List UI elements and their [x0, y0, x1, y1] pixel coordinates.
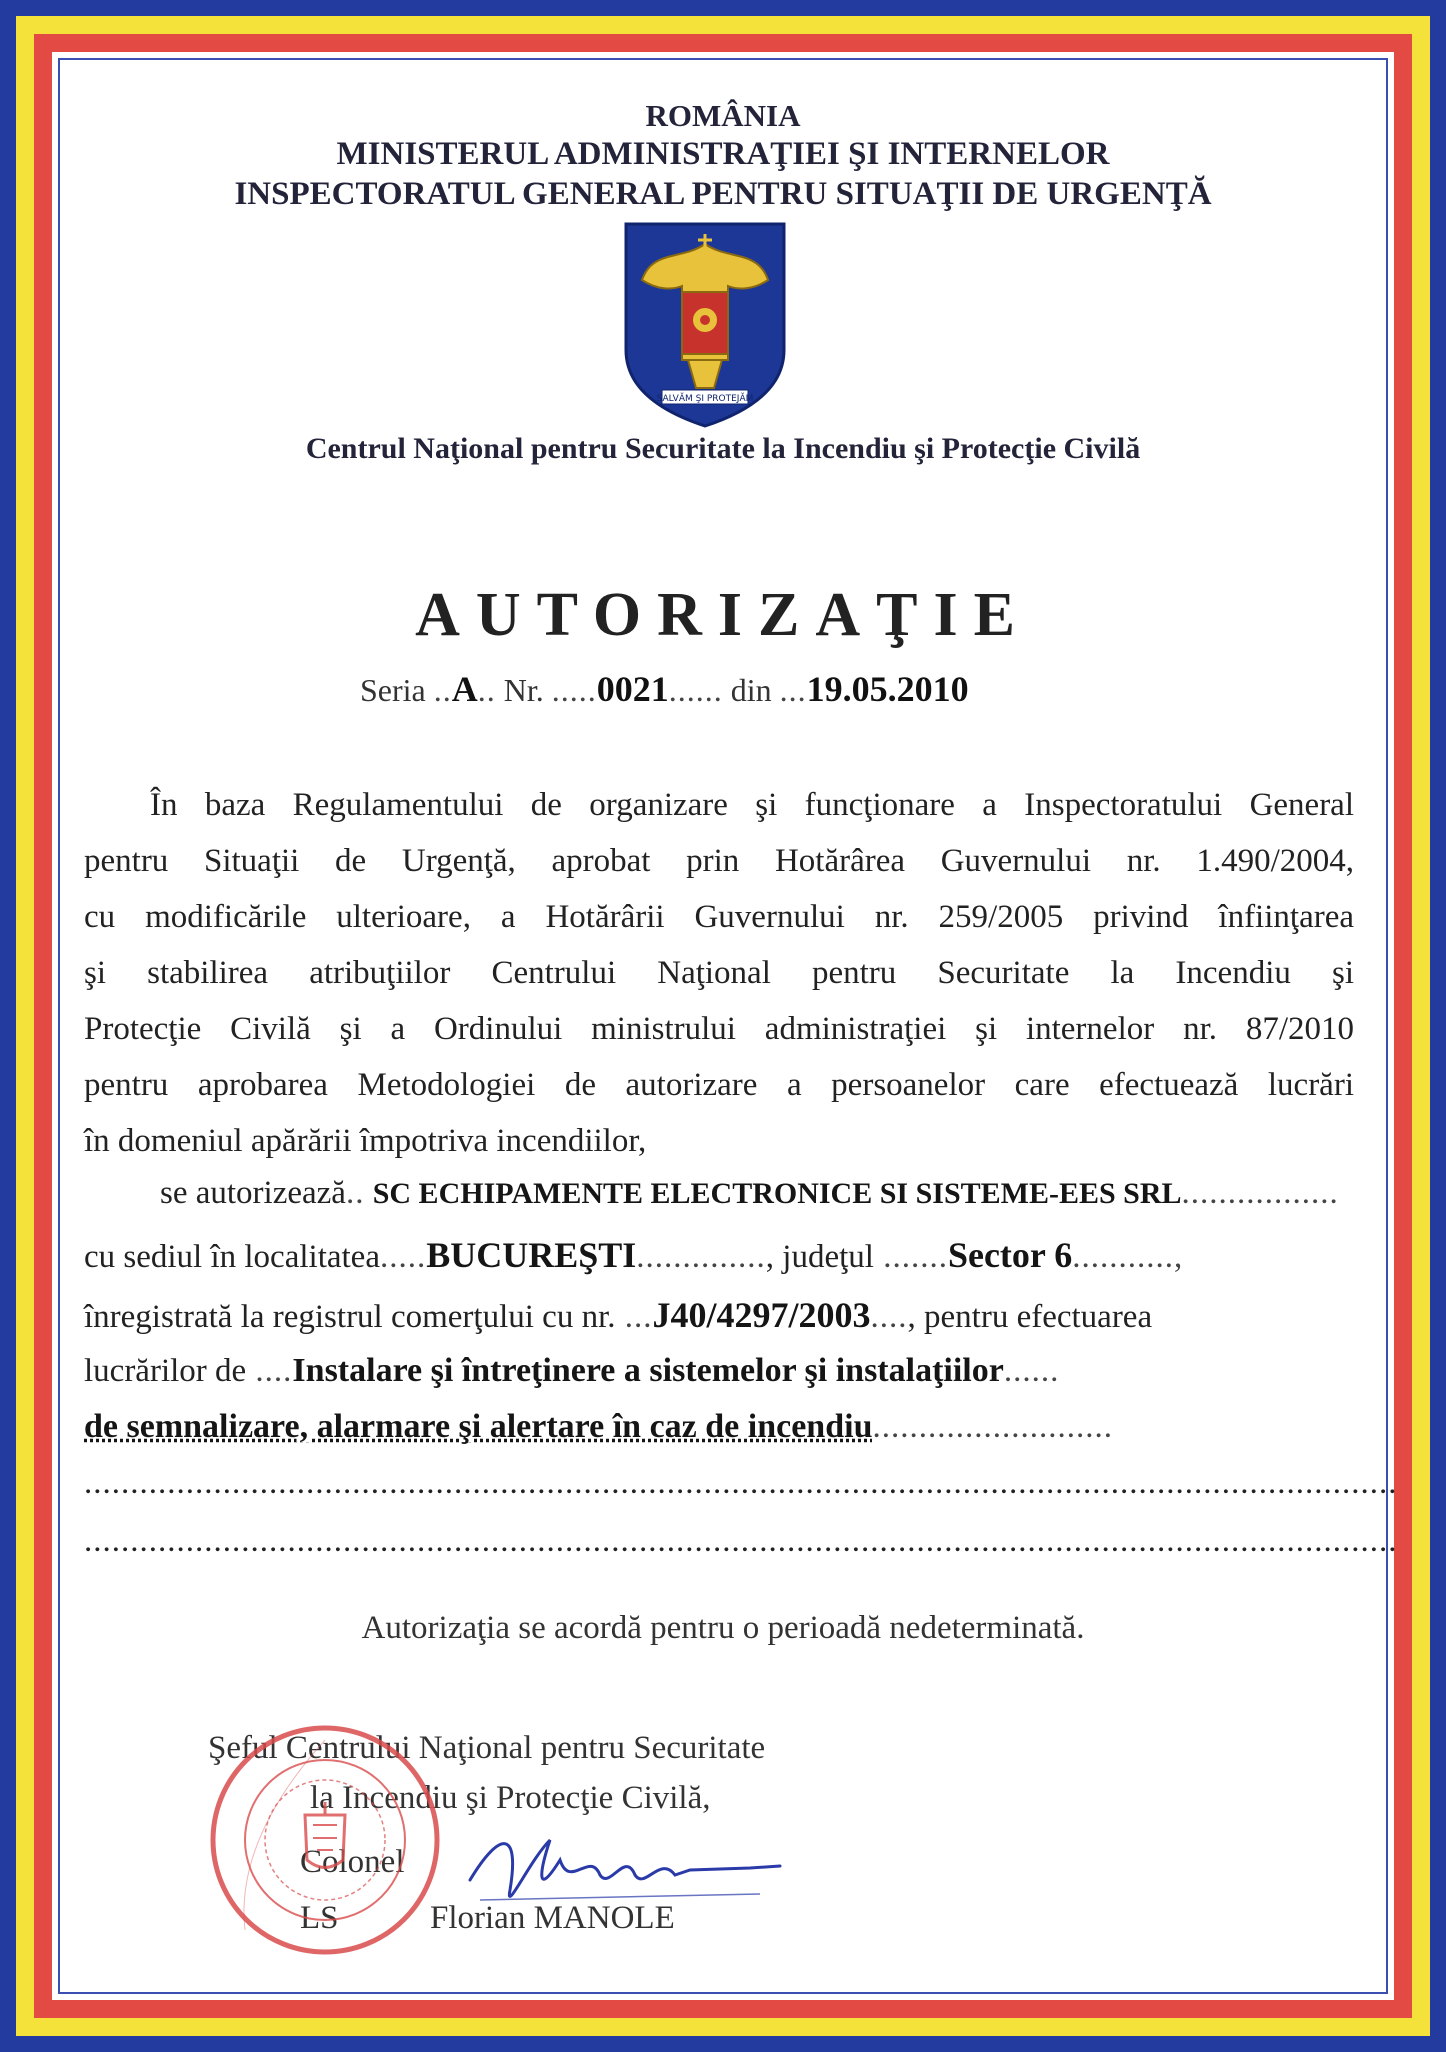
body-line-6: pentru aprobarea Metodologiei de autorizare a persoanelor care efectuează lucrări	[84, 1067, 1354, 1103]
body-line-2: pentru Situaţii de Urgenţă, aprobat prin Hotărârea Guvernului nr. 1.490/2004,	[84, 843, 1354, 879]
date-value: 19.05.2010	[806, 669, 969, 709]
body-line-7: în domeniul apărării împotriva incendiilor,	[84, 1123, 647, 1159]
official-stamp-icon	[205, 1720, 445, 1960]
date-label: din	[730, 672, 772, 708]
coat-of-arms-icon	[622, 220, 788, 430]
works-line-2: de semnalizare, alarmare şi alertare în caz de incendiu..........................	[84, 1408, 1113, 1445]
locality-value: BUCUREŞTI	[426, 1235, 637, 1275]
number-label: Nr.	[503, 672, 544, 708]
handwritten-signature	[460, 1820, 790, 1920]
body-line-4: şi stabilirea atribuţiilor Centrului Naţional pentru Securitate la Incendiu şi	[84, 955, 1354, 991]
body-line-1: În baza Regulamentului de organizare şi funcţionare a Inspectoratului General	[150, 787, 1354, 823]
seal-mark: LS	[300, 1900, 339, 1936]
purpose-label: , pentru efectuarea	[907, 1299, 1153, 1335]
validity-statement: Autorizaţia se acordă pentru o perioadă nedeterminată.	[361, 1610, 1085, 1646]
authorized-line: se autorizează.. SC ECHIPAMENTE ELECTRONICE SI SISTEME-EES SRL.................	[160, 1175, 1339, 1211]
works-label: lucrărilor de	[84, 1353, 247, 1389]
signatory-title-1: Şeful Centrului Naţional pentru Securitate	[208, 1730, 766, 1766]
header-ministry: MINISTERUL ADMINISTRAŢIEI ŞI INTERNELOR	[336, 136, 1110, 172]
county-label: , judeţul	[765, 1239, 874, 1275]
body-line-5: Protecţie Civilă şi a Ordinului ministrului administraţiei şi internelor nr. 87/2010	[84, 1011, 1354, 1047]
signatory-rank: Colonel	[300, 1844, 405, 1880]
body-line-3: cu modificările ulterioare, a Hotărârii Guvernului nr. 259/2005 privind înfiinţarea	[84, 899, 1354, 935]
registry-label: înregistrată la registrul comerţului cu nr.	[84, 1299, 616, 1335]
document-title: AUTORIZAŢIE	[415, 581, 1031, 649]
header-country: ROMÂNIA	[645, 98, 801, 133]
authorized-label: se autorizează	[160, 1175, 346, 1211]
number-value: 0021	[596, 669, 669, 709]
works-value-2: de semnalizare, alarmare şi alertare în caz de incendiu	[84, 1408, 873, 1445]
series-value: A	[451, 669, 478, 709]
serial-line: Seria ..A.. Nr. .....0021...... din ...19.05.2010	[360, 669, 969, 709]
header-inspectorate: INSPECTORATUL GENERAL PENTRU SITUAŢII DE URGENŢĂ	[234, 176, 1212, 212]
works-value-1: Instalare şi întreţinere a sistemelor şi instalaţiilor	[292, 1352, 1004, 1389]
locality-label: cu sediul în localitatea	[84, 1239, 380, 1275]
works-line-1: lucrărilor de ....Instalare şi întreţinere a sistemelor şi instalaţiilor......	[84, 1352, 1060, 1389]
registry-value: J40/4297/2003	[652, 1295, 871, 1335]
blank-line-1: ..............................................................................................................................................	[84, 1465, 1398, 1501]
company-name: SC ECHIPAMENTE ELECTRONICE SI SISTEME-EES SRL	[372, 1177, 1182, 1210]
center-name: Centrul Naţional pentru Securitate la Incendiu şi Protecţie Civilă	[305, 432, 1141, 465]
blank-line-2: ..............................................................................................................................................	[84, 1523, 1398, 1559]
locality-line: cu sediul în localitatea.....BUCUREŞTI.............., judeţul .......Sector 6...........,	[84, 1235, 1184, 1275]
signatory-title-2: la Incendiu şi Protecţie Civilă,	[310, 1780, 711, 1816]
series-label: Seria	[360, 672, 426, 708]
registry-line: înregistrată la registrul comerţului cu nr. ...J40/4297/2003...., pentru efectuarea	[84, 1295, 1153, 1335]
emblem-motto: SALVĂM ŞI PROTEJĂM	[656, 394, 754, 404]
signatory-name: Florian MANOLE	[430, 1900, 675, 1936]
county-value: Sector 6	[947, 1235, 1073, 1275]
